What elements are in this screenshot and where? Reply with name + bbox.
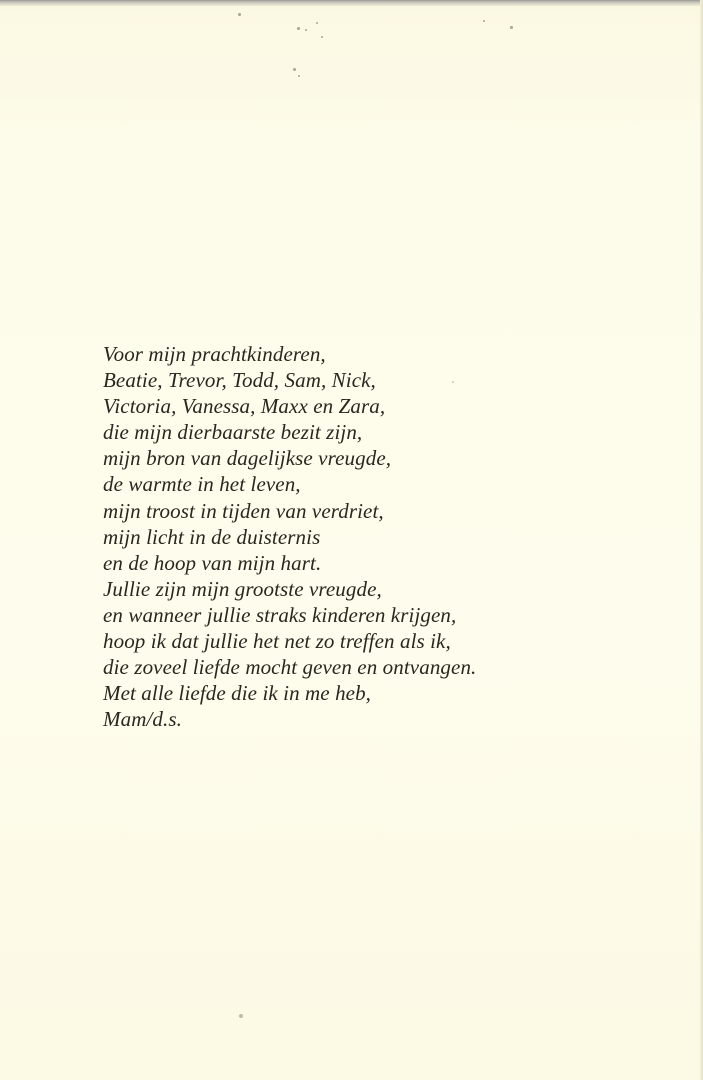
paper-speck — [316, 22, 318, 24]
dedication-line: Beatie, Trevor, Todd, Sam, Nick, — [103, 368, 376, 393]
paper-speck — [305, 29, 307, 31]
dedication-line: Victoria, Vanessa, Maxx en Zara, — [103, 394, 386, 419]
paper-speck — [238, 13, 241, 16]
dedication-line: mijn licht in de duisternis — [103, 524, 321, 549]
dedication-line: die zoveel liefde mocht geven en ontvangen. — [103, 655, 477, 680]
paper-speck — [293, 68, 296, 71]
dedication-signature: Mam/d.s. — [103, 707, 182, 732]
dedication-line: de warmte in het leven, — [103, 472, 301, 497]
dedication-line: mijn bron van dagelijkse vreugde, — [103, 446, 392, 471]
dedication-line: Jullie zijn mijn grootste vreugde, — [103, 576, 382, 601]
dedication-line: en de hoop van mijn hart. — [103, 550, 322, 575]
page-top-edge — [0, 0, 703, 6]
dedication-text — [103, 341, 663, 732]
dedication-line: Met alle liefde die ik in me heb, — [103, 681, 372, 706]
paper-speck — [321, 36, 323, 38]
dedication-line: hoop ik dat jullie het net zo treffen als ik, — [103, 629, 451, 654]
dedication-line: mijn troost in tijden van verdriet, — [103, 498, 384, 523]
paper-speck — [510, 26, 513, 29]
dedication-line: en wanneer jullie straks kinderen krijgen, — [103, 602, 457, 627]
dedication-line: die mijn dierbaarste bezit zijn, — [103, 420, 363, 445]
paper-speck — [298, 75, 300, 77]
paper-speck — [297, 27, 300, 30]
paper-speck — [239, 1014, 243, 1018]
dedication-line: Voor mijn prachtkinderen, — [103, 342, 326, 366]
paper-speck — [483, 20, 485, 22]
